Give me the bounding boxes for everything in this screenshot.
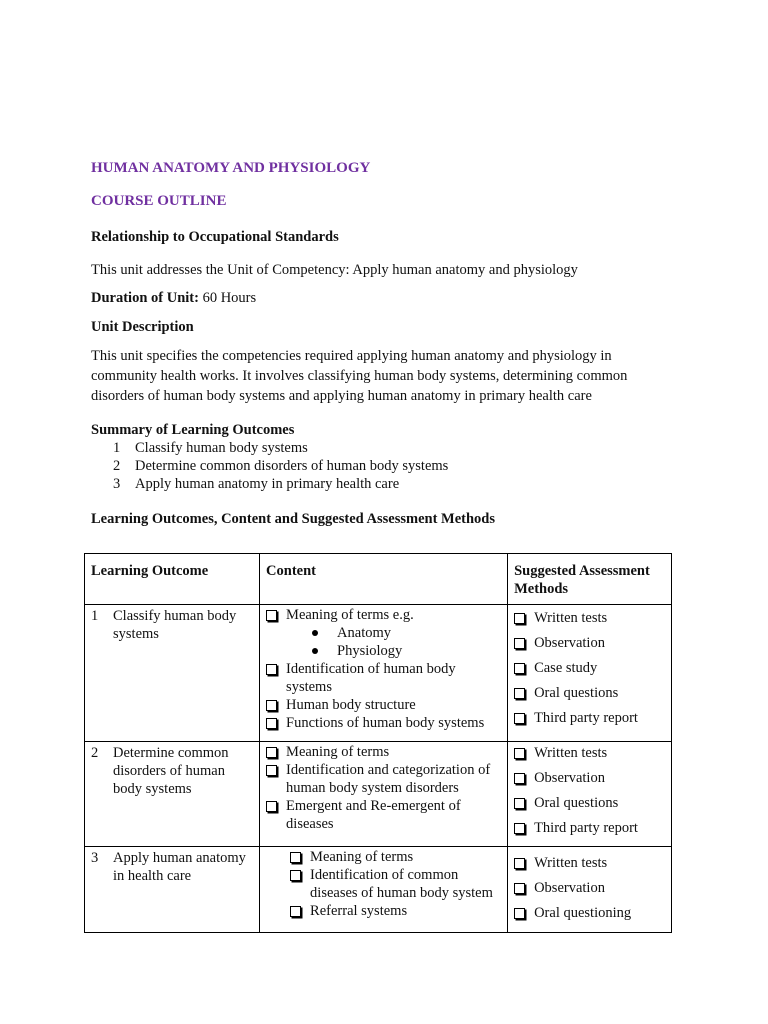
document-title: HUMAN ANATOMY AND PHYSIOLOGY xyxy=(91,160,371,176)
assessment-item: Written tests xyxy=(514,854,665,872)
assessment-item: Observation xyxy=(514,769,665,787)
checkbox-bullet-icon xyxy=(290,870,301,881)
relationship-heading: Relationship to Occupational Standards xyxy=(91,229,339,245)
duration-line xyxy=(91,288,256,308)
content-cell xyxy=(260,847,507,924)
duration-value: 60 Hours xyxy=(198,290,257,306)
checkbox-bullet-icon xyxy=(514,713,525,724)
assessment-item: Observation xyxy=(514,634,665,652)
unit-description-text: This unit specifies the competencies required applying human anatomy and physiology in community health works. It involves classifying human body systems, determining common disorders of human body systems and applying human anatomy in primary health care xyxy=(91,348,628,404)
checkbox-bullet-icon xyxy=(266,700,277,711)
table-header-row xyxy=(85,554,672,605)
content-item: Emergent and Re-emergent of diseases xyxy=(266,797,501,833)
summary-heading: Summary of Learning Outcomes xyxy=(91,422,295,438)
content-subitem: Physiology xyxy=(266,642,501,660)
content-item: Functions of human body systems xyxy=(266,714,501,732)
learning-outcome-cell: 2 Determine common disorders of human body systems xyxy=(91,745,229,797)
content-item: Referral systems xyxy=(290,902,501,920)
assessment-item: Oral questions xyxy=(514,794,665,812)
assessment-item: Written tests xyxy=(514,609,665,627)
assessment-cell xyxy=(508,742,671,846)
content-cell xyxy=(260,742,507,837)
checkbox-bullet-icon xyxy=(514,688,525,699)
assessment-cell xyxy=(508,605,671,736)
checkbox-bullet-icon xyxy=(290,906,301,917)
checkbox-bullet-icon xyxy=(266,801,277,812)
content-item: Identification of common diseases of human body system xyxy=(290,866,501,902)
unit-description-heading: Unit Description xyxy=(91,319,194,335)
checkbox-bullet-icon xyxy=(290,852,301,863)
list-item: 3 Apply human anatomy in primary health care xyxy=(113,476,400,492)
checkbox-bullet-icon xyxy=(266,765,277,776)
checkbox-bullet-icon xyxy=(514,748,525,759)
relationship-text: This unit addresses the Unit of Competency: Apply human anatomy and physiology xyxy=(91,262,578,278)
checkbox-bullet-icon xyxy=(514,858,525,869)
checkbox-bullet-icon xyxy=(514,823,525,834)
header-assessment: Suggested Assessment Methods xyxy=(508,554,672,605)
checkbox-bullet-icon xyxy=(514,638,525,649)
checkbox-bullet-icon xyxy=(514,773,525,784)
header-learning-outcome: Learning Outcome xyxy=(85,554,260,605)
content-item: Meaning of terms e.g. xyxy=(266,606,501,624)
content-item: Identification of human body systems xyxy=(266,660,501,696)
checkbox-bullet-icon xyxy=(514,908,525,919)
course-outline-heading: COURSE OUTLINE xyxy=(91,193,227,209)
table-heading: Learning Outcomes, Content and Suggested Assessment Methods xyxy=(91,511,496,527)
table-row xyxy=(85,605,672,742)
learning-outcomes-table xyxy=(84,553,672,933)
list-item: 2 Determine common disorders of human body systems xyxy=(113,458,449,474)
duration-label: Duration of Unit: xyxy=(91,290,199,306)
checkbox-bullet-icon xyxy=(266,664,277,675)
table-row xyxy=(85,742,672,847)
assessment-item: Third party report xyxy=(514,819,665,837)
assessment-item: Written tests xyxy=(514,744,665,762)
checkbox-bullet-icon xyxy=(514,613,525,624)
bullet-icon xyxy=(312,630,318,636)
checkbox-bullet-icon xyxy=(266,747,277,758)
content-item: Meaning of terms xyxy=(290,848,501,866)
checkbox-bullet-icon xyxy=(514,798,525,809)
content-cell xyxy=(260,605,507,736)
learning-outcome-cell: 3 Apply human anatomy in health care xyxy=(91,850,246,884)
assessment-item: Case study xyxy=(514,659,665,677)
checkbox-bullet-icon xyxy=(514,883,525,894)
summary-list xyxy=(113,439,448,493)
header-content: Content xyxy=(260,554,508,605)
assessment-cell xyxy=(508,847,671,931)
list-item: 1 Classify human body systems xyxy=(113,440,308,456)
content-item: Identification and categorization of human body system disorders xyxy=(266,761,501,797)
learning-outcome-cell: 1 Classify human body systems xyxy=(91,608,237,642)
bullet-icon xyxy=(312,648,318,654)
assessment-item: Observation xyxy=(514,879,665,897)
assessment-item: Third party report xyxy=(514,709,665,727)
assessment-item: Oral questions xyxy=(514,684,665,702)
content-item: Meaning of terms xyxy=(266,743,501,761)
table-row xyxy=(85,847,672,933)
checkbox-bullet-icon xyxy=(266,610,277,621)
content-subitem: Anatomy xyxy=(266,624,501,642)
content-item: Human body structure xyxy=(266,696,501,714)
assessment-item: Oral questioning xyxy=(514,904,665,922)
checkbox-bullet-icon xyxy=(514,663,525,674)
checkbox-bullet-icon xyxy=(266,718,277,729)
